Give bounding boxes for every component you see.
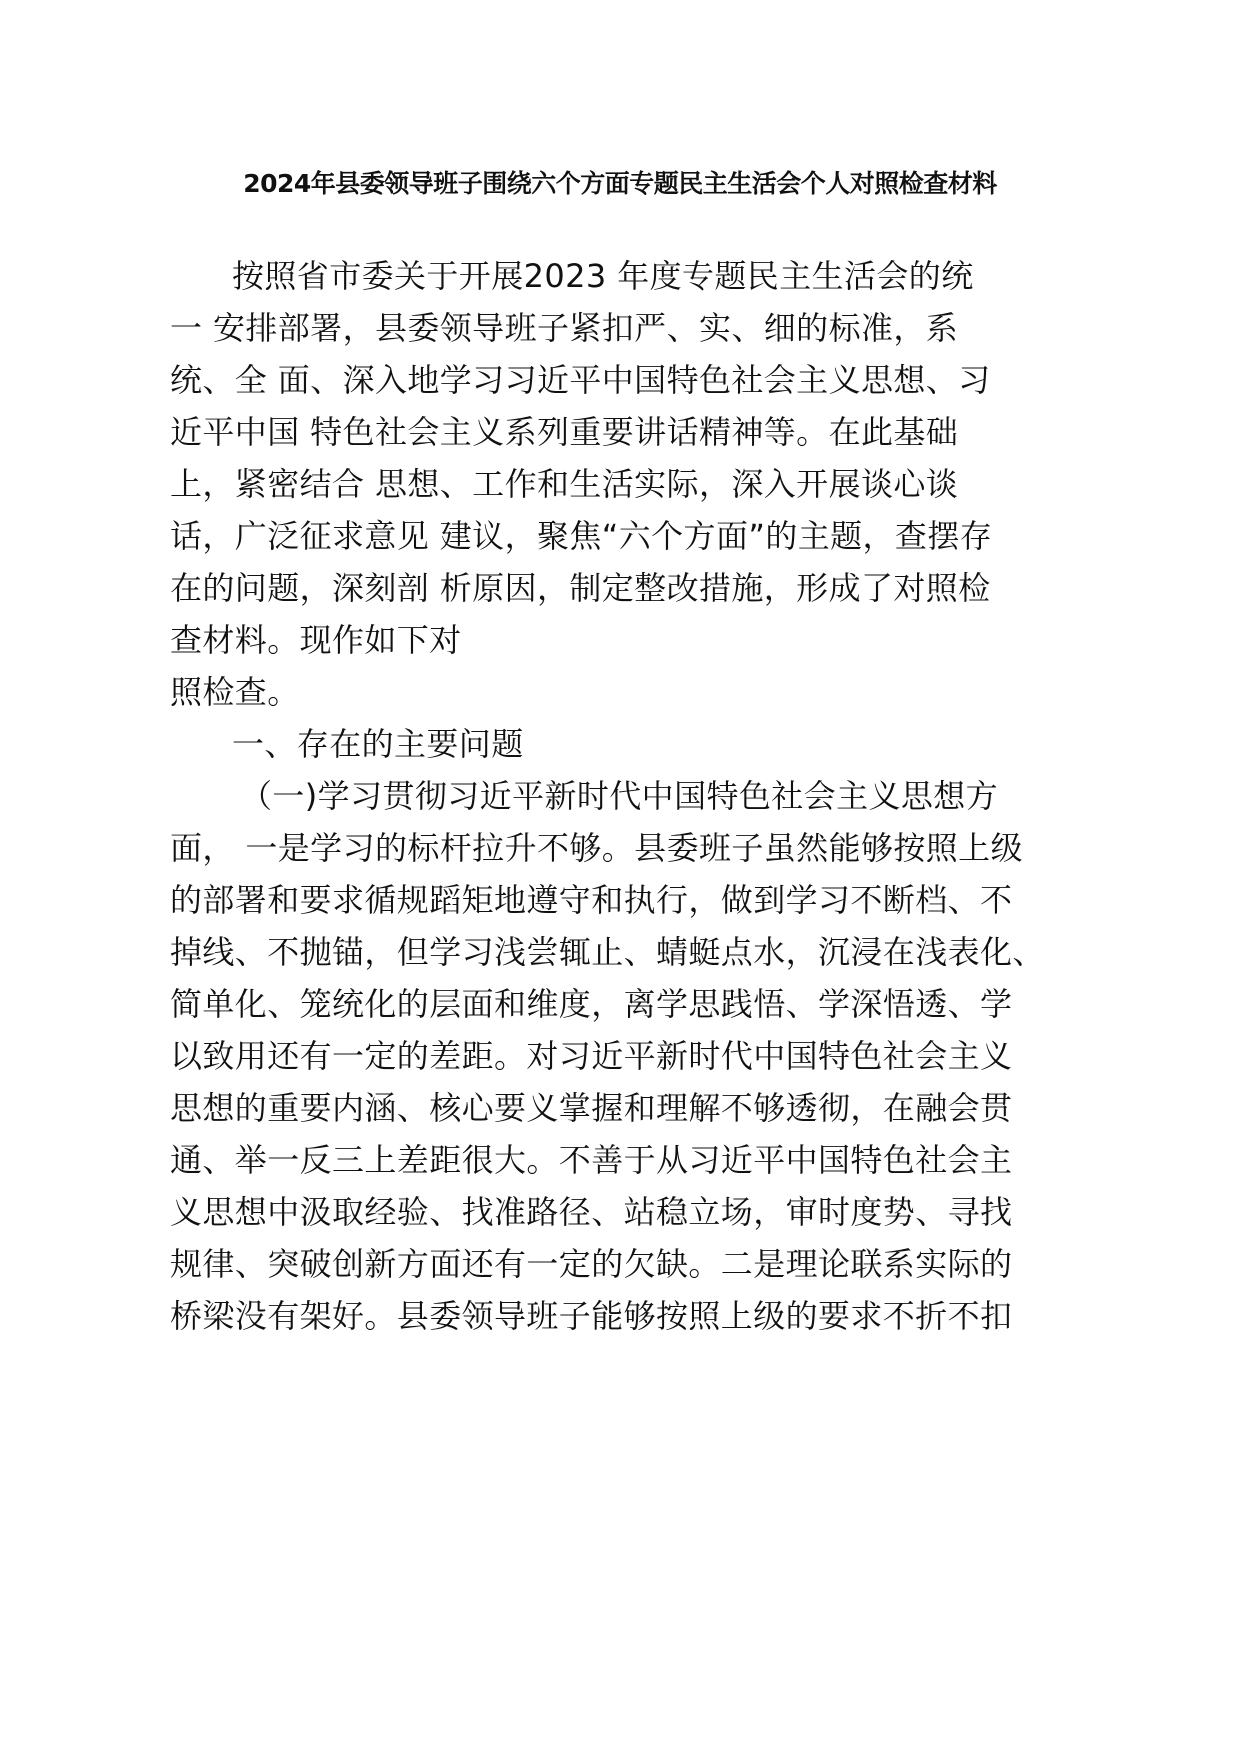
intro-line: 近平中国 特色社会主义系列重要讲话精神等。在此基础 — [170, 413, 959, 451]
intro-line: 话，广泛征求意见 建议，聚焦“六个方面”的主题，查摆存 — [170, 517, 993, 555]
body-line: （一)学习贯彻习近平新时代中国特色社会主义思想方 — [240, 777, 999, 815]
intro-line: 在的问题，深刻剖 析原因，制定整改措施，形成了对照检 — [170, 569, 991, 607]
intro-line: 按照省市委关于开展2023 年度专题民主生活会的统 — [232, 257, 974, 295]
body-line: 思想的重要内涵、核心要义掌握和理解不够透彻，在融会贯 — [170, 1089, 1013, 1127]
intro-line: 统、全 面、深入地学习习近平中国特色社会主义思想、习 — [170, 361, 991, 399]
body-line: 面， 一是学习的标杆拉升不够。县委班子虽然能够按照上级 — [170, 829, 1023, 867]
document-title: 2024年县委领导班子围绕六个方面专题民主生活会个人对照检查材料 — [243, 169, 997, 198]
intro-line: 一 安排部署，县委领导班子紧扣严、实、细的标准，系 — [170, 309, 959, 347]
body-line: 掉线、不抛锚，但学习浅尝辄止、蜻蜓点水，沉浸在浅表化、 — [170, 933, 1045, 971]
intro-line: 照检查。 — [170, 673, 300, 711]
body-line: 桥梁没有架好。县委领导班子能够按照上级的要求不折不扣 — [170, 1297, 1013, 1335]
intro-line: 查材料。现作如下对 — [170, 621, 462, 659]
intro-line: 上，紧密结合 思想、工作和生活实际，深入开展谈心谈 — [170, 465, 959, 503]
body-line: 规律、突破创新方面还有一定的欠缺。二是理论联系实际的 — [170, 1245, 1013, 1283]
body-line: 简单化、笼统化的层面和维度，离学思践悟、学深悟透、学 — [170, 985, 1013, 1023]
section-heading: 一、存在的主要问题 — [232, 725, 524, 763]
body-line: 的部署和要求循规蹈矩地遵守和执行，做到学习不断档、不 — [170, 881, 1013, 919]
body-line: 义思想中汲取经验、找准路径、站稳立场，审时度势、寻找 — [170, 1193, 1013, 1231]
body-line: 以致用还有一定的差距。对习近平新时代中国特色社会主义 — [170, 1037, 1013, 1075]
body-line: 通、举一反三上差距很大。不善于从习近平中国特色社会主 — [170, 1141, 1013, 1179]
